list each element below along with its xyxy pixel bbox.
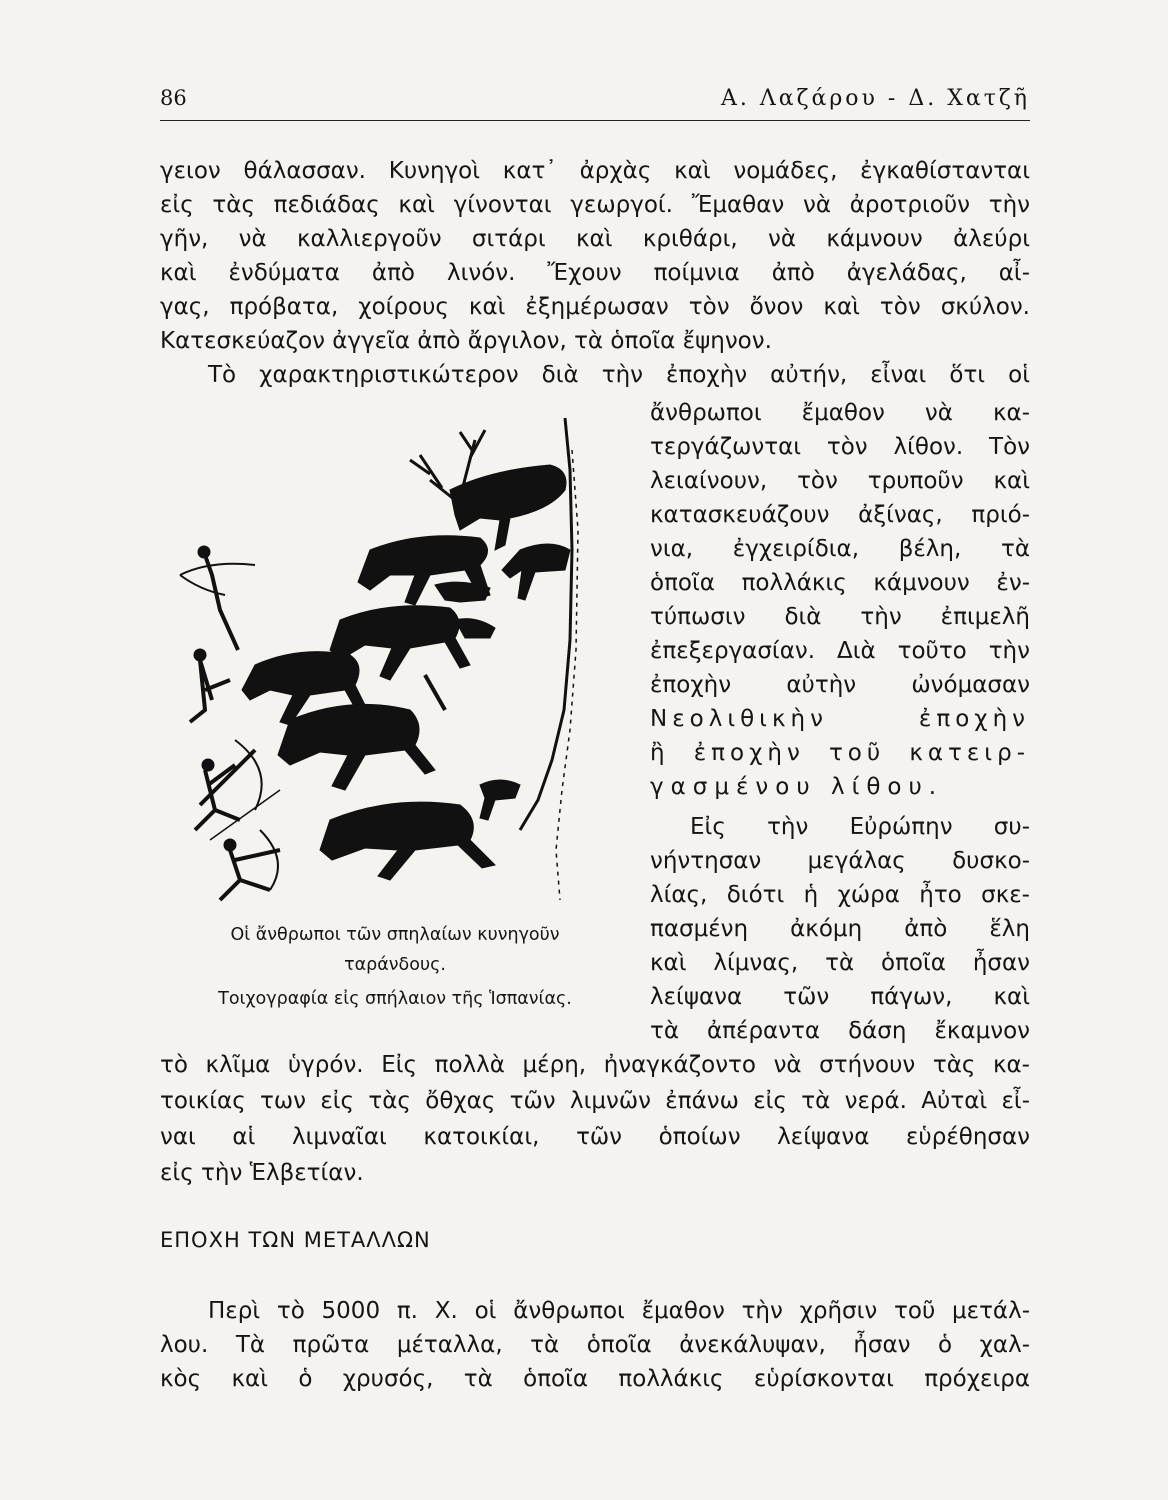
column-line: λειαίνουν, τὸν τρυποῦν καὶ [650, 468, 1030, 494]
text-line: τοικίας των εἰς τὰς ὄθχας τῶν λιμνῶν ἐπάνω εἰς τὰ νερά. Αὐταὶ εἶ- [160, 1088, 1030, 1114]
column-line-spaced: Νεολιθικὴν ἐποχὴν [650, 706, 1030, 732]
column-line: λείψανα τῶν πάγων, καὶ [650, 984, 1030, 1010]
text-line-indented: Περὶ τὸ 5000 π. Χ. οἱ ἄνθρωποι ἔμαθον τὴν χρῆσιν τοῦ μετάλ- [208, 1298, 1030, 1324]
column-line: τεργάζωνται τὸν λίθον. Τὸν [650, 434, 1030, 460]
column-line: ἐποχὴν αὐτὴν ὠνόμασαν [650, 672, 1030, 698]
figure-caption-line: ταράνδους. [344, 955, 446, 975]
text-line: κὸς καὶ ὁ χρυσός, τὰ ὁποῖα πολλάκις εὑρίσκονται πρόχειρα [160, 1366, 1030, 1392]
running-head: Α. Λαζάρου - Δ. Χατζῆ [720, 86, 1030, 111]
section-heading: ΕΠΟΧΗ ΤΩΝ ΜΕΤΑΛΛΩΝ [160, 1228, 431, 1252]
page-header [160, 86, 1030, 121]
column-line: λίας, διότι ἡ χώρα ἦτο σκε- [650, 882, 1030, 908]
column-line: τὰ ἀπέραντα δάση ἔκαμνον [650, 1018, 1030, 1044]
text-line: Κατεσκεύαζον ἀγγεῖα ἀπὸ ἄργιλον, τὰ ὁποῖα ἔψηνον. [160, 328, 772, 354]
column-line-spaced: γασμένου λίθου. [650, 774, 944, 800]
column-line: ὁποῖα πολλάκις κάμνουν ἐν- [650, 570, 1030, 596]
column-line: ἄνθρωποι ἔμαθον νὰ κα- [650, 400, 1030, 426]
cave-painting-figure [160, 410, 630, 910]
page-number: 86 [160, 86, 187, 110]
text-line: γῆν, νὰ καλλιεργοῦν σιτάρι καὶ κριθάρι, νὰ κάμνουν ἀλεύρι [160, 226, 1030, 252]
figure-caption-line: Οἱ ἄνθρωποι τῶν σπηλαίων κυνηγοῦν [230, 925, 560, 945]
text-line: γειον θάλασσαν. Κυνηγοὶ κατ᾽ ἀρχὰς καὶ νομάδες, ἐγκαθίστανται [160, 158, 1030, 184]
text-line: τὸ κλῖμα ὑγρόν. Εἰς πολλὰ μέρη, ἠναγκάζοντο νὰ στήνουν τὰς κα- [160, 1052, 1030, 1078]
column-line: νήντησαν μεγάλας δυσκο- [650, 848, 1030, 874]
text-line: καὶ ἐνδύματα ἀπὸ λινόν. Ἔχουν ποίμνια ἀπὸ ἀγελάδας, αἶ- [160, 260, 1030, 286]
text-line: ναι αἱ λιμναῖαι κατοικίαι, τῶν ὁποίων λείψανα εὑρέθησαν [160, 1124, 1030, 1150]
column-line: πασμένη ἀκόμη ἀπὸ ἕλη [650, 916, 1030, 942]
text-line: εἰς τὰς πεδιάδας καὶ γίνονται γεωργοί. Ἔμαθαν νὰ ἀροτριοῦν τὴν [160, 192, 1030, 218]
column-line: νια, ἐγχειρίδια, βέλη, τὰ [650, 536, 1030, 562]
text-line: γας, πρόβατα, χοίρους καὶ ἐξημέρωσαν τὸν ὄνον καὶ τὸν σκύλον. [160, 294, 1030, 320]
figure-caption-source: Τοιχογραφία εἰς σπήλαιον τῆς Ἱσπανίας. [218, 989, 572, 1009]
text-line: λου. Τὰ πρῶτα μέταλλα, τὰ ὁποῖα ἀνεκάλυψαν, ἦσαν ὁ χαλ- [160, 1332, 1030, 1358]
column-line-indented: Εἰς τὴν Εὐρώπην συ- [690, 814, 1030, 840]
text-line-indented: Τὸ χαρακτηριστικώτερον διὰ τὴν ἐποχὴν αὐτήν, εἶναι ὅτι οἱ [208, 362, 1030, 388]
column-line: ἐπεξεργασίαν. Διὰ τοῦτο τὴν [650, 638, 1030, 664]
cave-painting-illustration [160, 410, 630, 910]
text-line: εἰς τὴν Ἑλβετίαν. [160, 1160, 364, 1186]
column-line: τύπωσιν διὰ τὴν ἐπιμελῆ [650, 604, 1030, 630]
column-line: καὶ λίμνας, τὰ ὁποῖα ἦσαν [650, 950, 1030, 976]
column-line: κατασκευάζουν ἀξίνας, πριό- [650, 502, 1030, 528]
column-line-spaced: ἢ ἐποχὴν τοῦ κατειρ- [650, 740, 1030, 766]
